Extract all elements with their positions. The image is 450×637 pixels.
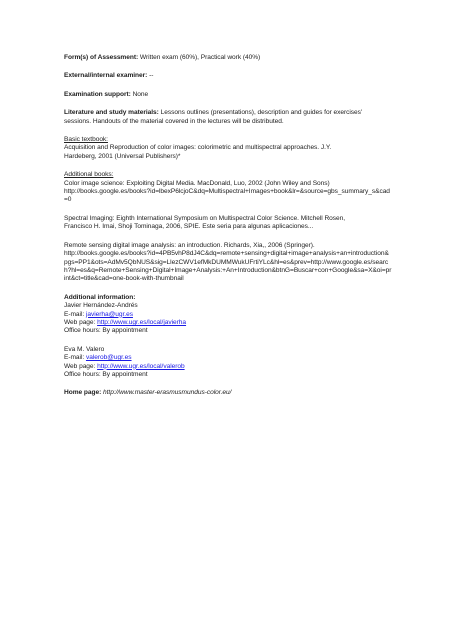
assessment-value: Written exam (60%), Practical work (40%) bbox=[138, 54, 261, 61]
literature-section bbox=[64, 109, 392, 126]
literature-value-2: sessions. Handouts of the material covered in the lectures will be distributed. bbox=[64, 117, 284, 125]
book-1-url: http://books.google.es/books?id=lbexP6lcjoC&dq=Multispectral+Images+book&lr=&source=gbs_summary_s&cad=0 bbox=[64, 188, 390, 204]
document-page bbox=[64, 54, 392, 408]
assessment-section bbox=[64, 54, 392, 62]
person-1-email-line bbox=[64, 311, 392, 319]
person-2-web-line bbox=[64, 363, 392, 371]
person-1-web-line bbox=[64, 319, 392, 327]
person-1-web-label: Web page: bbox=[64, 318, 98, 326]
support-value: None bbox=[130, 90, 149, 98]
person-1-email-link[interactable]: javierha@ugr.es bbox=[85, 310, 133, 318]
book-3-url: http://books.google.es/books?id=4PB5vhP8dJ4C&dq=remote+sensing+digital+image+analysis+an+introduction&pgs=PP1&ots=AdMv5QbNUS&sig=LlezCWV1efMkDUMMWukUFrtiYLc&hl=es&prev=http://www.google.es/search?hl=es&q=Remote+Sensing+Digital+Image+Analysis:+An+Introduction&btnG=Buscar+con+Google&sa=X&oi=print&ct=title&cad=one-book-with-thumbnail bbox=[64, 250, 392, 283]
person-2-name: Eva M. Valero bbox=[64, 345, 105, 353]
additional-info-section bbox=[64, 294, 392, 380]
literature-value-1: Lessons outlines (presentations), description and guides for exercises' bbox=[158, 109, 363, 117]
person-1-web-link[interactable]: http://www.ugr.es/local/javierha bbox=[97, 318, 187, 326]
person-2-hours: Office hours: By appointment bbox=[64, 370, 148, 378]
examiner-value: -- bbox=[147, 72, 154, 80]
support-section bbox=[64, 91, 392, 99]
book-3-title: Remote sensing digital image analysis: an introduction. Richards, Xia,, 2006 (Springer). bbox=[64, 241, 315, 249]
person-2-email-line bbox=[64, 354, 392, 362]
person-1-name: Javier Hernández-Andrés bbox=[64, 302, 138, 310]
assessment-label: Form(s) of Assessment: bbox=[64, 54, 139, 61]
additional-info-heading: Additional information: bbox=[64, 293, 136, 301]
homepage-section bbox=[64, 389, 392, 397]
support-label: Examination support: bbox=[64, 90, 131, 98]
person-2-email-label: E-mail: bbox=[64, 354, 86, 362]
person-1-hours: Office hours: By appointment bbox=[64, 327, 148, 335]
contact-person-2 bbox=[64, 346, 392, 380]
support-line bbox=[64, 91, 392, 99]
homepage-label: Home page: bbox=[64, 389, 102, 397]
basic-textbook-section bbox=[64, 136, 392, 161]
literature-label: Literature and study materials: bbox=[64, 109, 159, 117]
person-2-web-link[interactable]: http://www.ugr.es/local/valerob bbox=[97, 362, 185, 370]
book-1-title: Color image science: Exploiting Digital Media. MacDonald, Luo, 2002 (John Wiley and Sons) bbox=[64, 179, 330, 187]
basic-textbook-line-1: Acquisition and Reproduction of color images: colorimetric and multispectral approaches. J.Y. bbox=[64, 144, 332, 152]
book-2-line-2: Francisco H. Imai, Shoji Tominaga, 2006, SPIE. Este seria para algunas aplicaciones... bbox=[64, 223, 314, 231]
person-2-email-link[interactable]: valerob@ugr.es bbox=[85, 354, 132, 362]
examiner-section bbox=[64, 72, 392, 80]
literature-line-1 bbox=[64, 109, 392, 117]
examiner-label: External/internal examiner: bbox=[64, 72, 148, 80]
person-1-email-label: E-mail: bbox=[64, 310, 86, 318]
assessment-line bbox=[64, 54, 392, 62]
homepage-line bbox=[64, 389, 392, 397]
additional-books-heading: Additional books: bbox=[64, 171, 114, 179]
basic-textbook-line-2: Hardeberg, 2001 (Universal Publishers)* bbox=[64, 152, 181, 160]
book-2-line-1: Spectral Imaging: Eighth International Symposium on Multispectral Color Science. Mitchell Rosen, bbox=[64, 214, 346, 222]
basic-textbook-heading: Basic textbook: bbox=[64, 136, 108, 144]
contact-person-1 bbox=[64, 302, 392, 336]
examiner-line bbox=[64, 72, 392, 80]
person-2-web-label: Web page: bbox=[64, 362, 98, 370]
homepage-url[interactable]: http://www.master-erasmusmundus-color.eu/ bbox=[101, 389, 232, 397]
additional-books-section bbox=[64, 171, 392, 283]
